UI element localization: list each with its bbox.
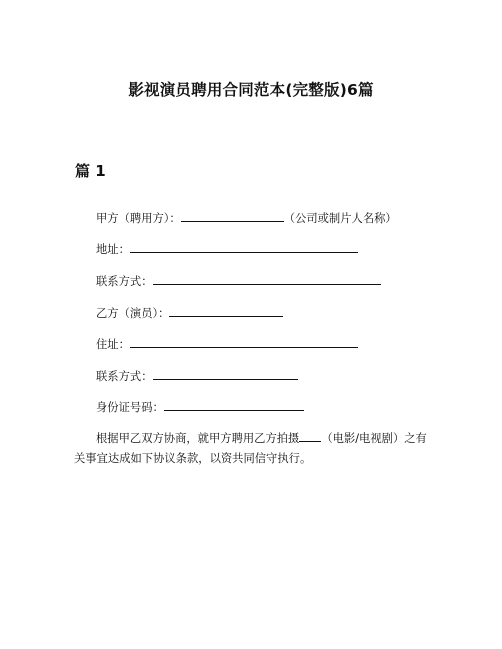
party-a-label: 甲方（聘用方）： — [96, 212, 181, 225]
party-a-blank[interactable] — [181, 210, 284, 222]
party-a-contact-label: 联系方式： — [96, 275, 153, 288]
party-a-contact-blank[interactable] — [153, 273, 381, 285]
id-number-blank[interactable] — [164, 399, 304, 411]
agreement-paragraph — [74, 429, 438, 469]
address-label: 地址： — [96, 243, 130, 256]
party-b-field — [96, 305, 283, 321]
paragraph-text-start: 根据甲乙双方协商，就甲方聘用乙方拍摄 — [96, 432, 300, 445]
party-b-contact-blank[interactable] — [153, 368, 298, 380]
party-a-field — [96, 210, 397, 226]
film-title-blank[interactable] — [299, 430, 321, 442]
section-heading: 篇 1 — [75, 162, 106, 180]
party-b-contact-label: 联系方式： — [96, 370, 153, 383]
party-a-contact-field — [96, 273, 381, 289]
id-number-field — [96, 399, 304, 415]
party-a-note: （公司或制片人名称） — [283, 212, 397, 225]
party-b-contact-field — [96, 368, 298, 384]
residence-blank[interactable] — [130, 336, 358, 348]
paragraph-text-end: （电影/电视剧）之有关事宜达成如下协议条款，以资共同信守执行。 — [74, 432, 427, 465]
address-blank[interactable] — [130, 241, 358, 253]
id-number-label: 身份证号码： — [96, 401, 164, 414]
party-b-label: 乙方（演员）： — [96, 307, 170, 320]
residence-label: 住址： — [96, 338, 130, 351]
residence-field — [96, 336, 358, 352]
address-field — [96, 241, 358, 257]
document-title: 影视演员聘用合同范本(完整版)6篇 — [128, 81, 374, 99]
party-b-blank[interactable] — [169, 305, 283, 317]
